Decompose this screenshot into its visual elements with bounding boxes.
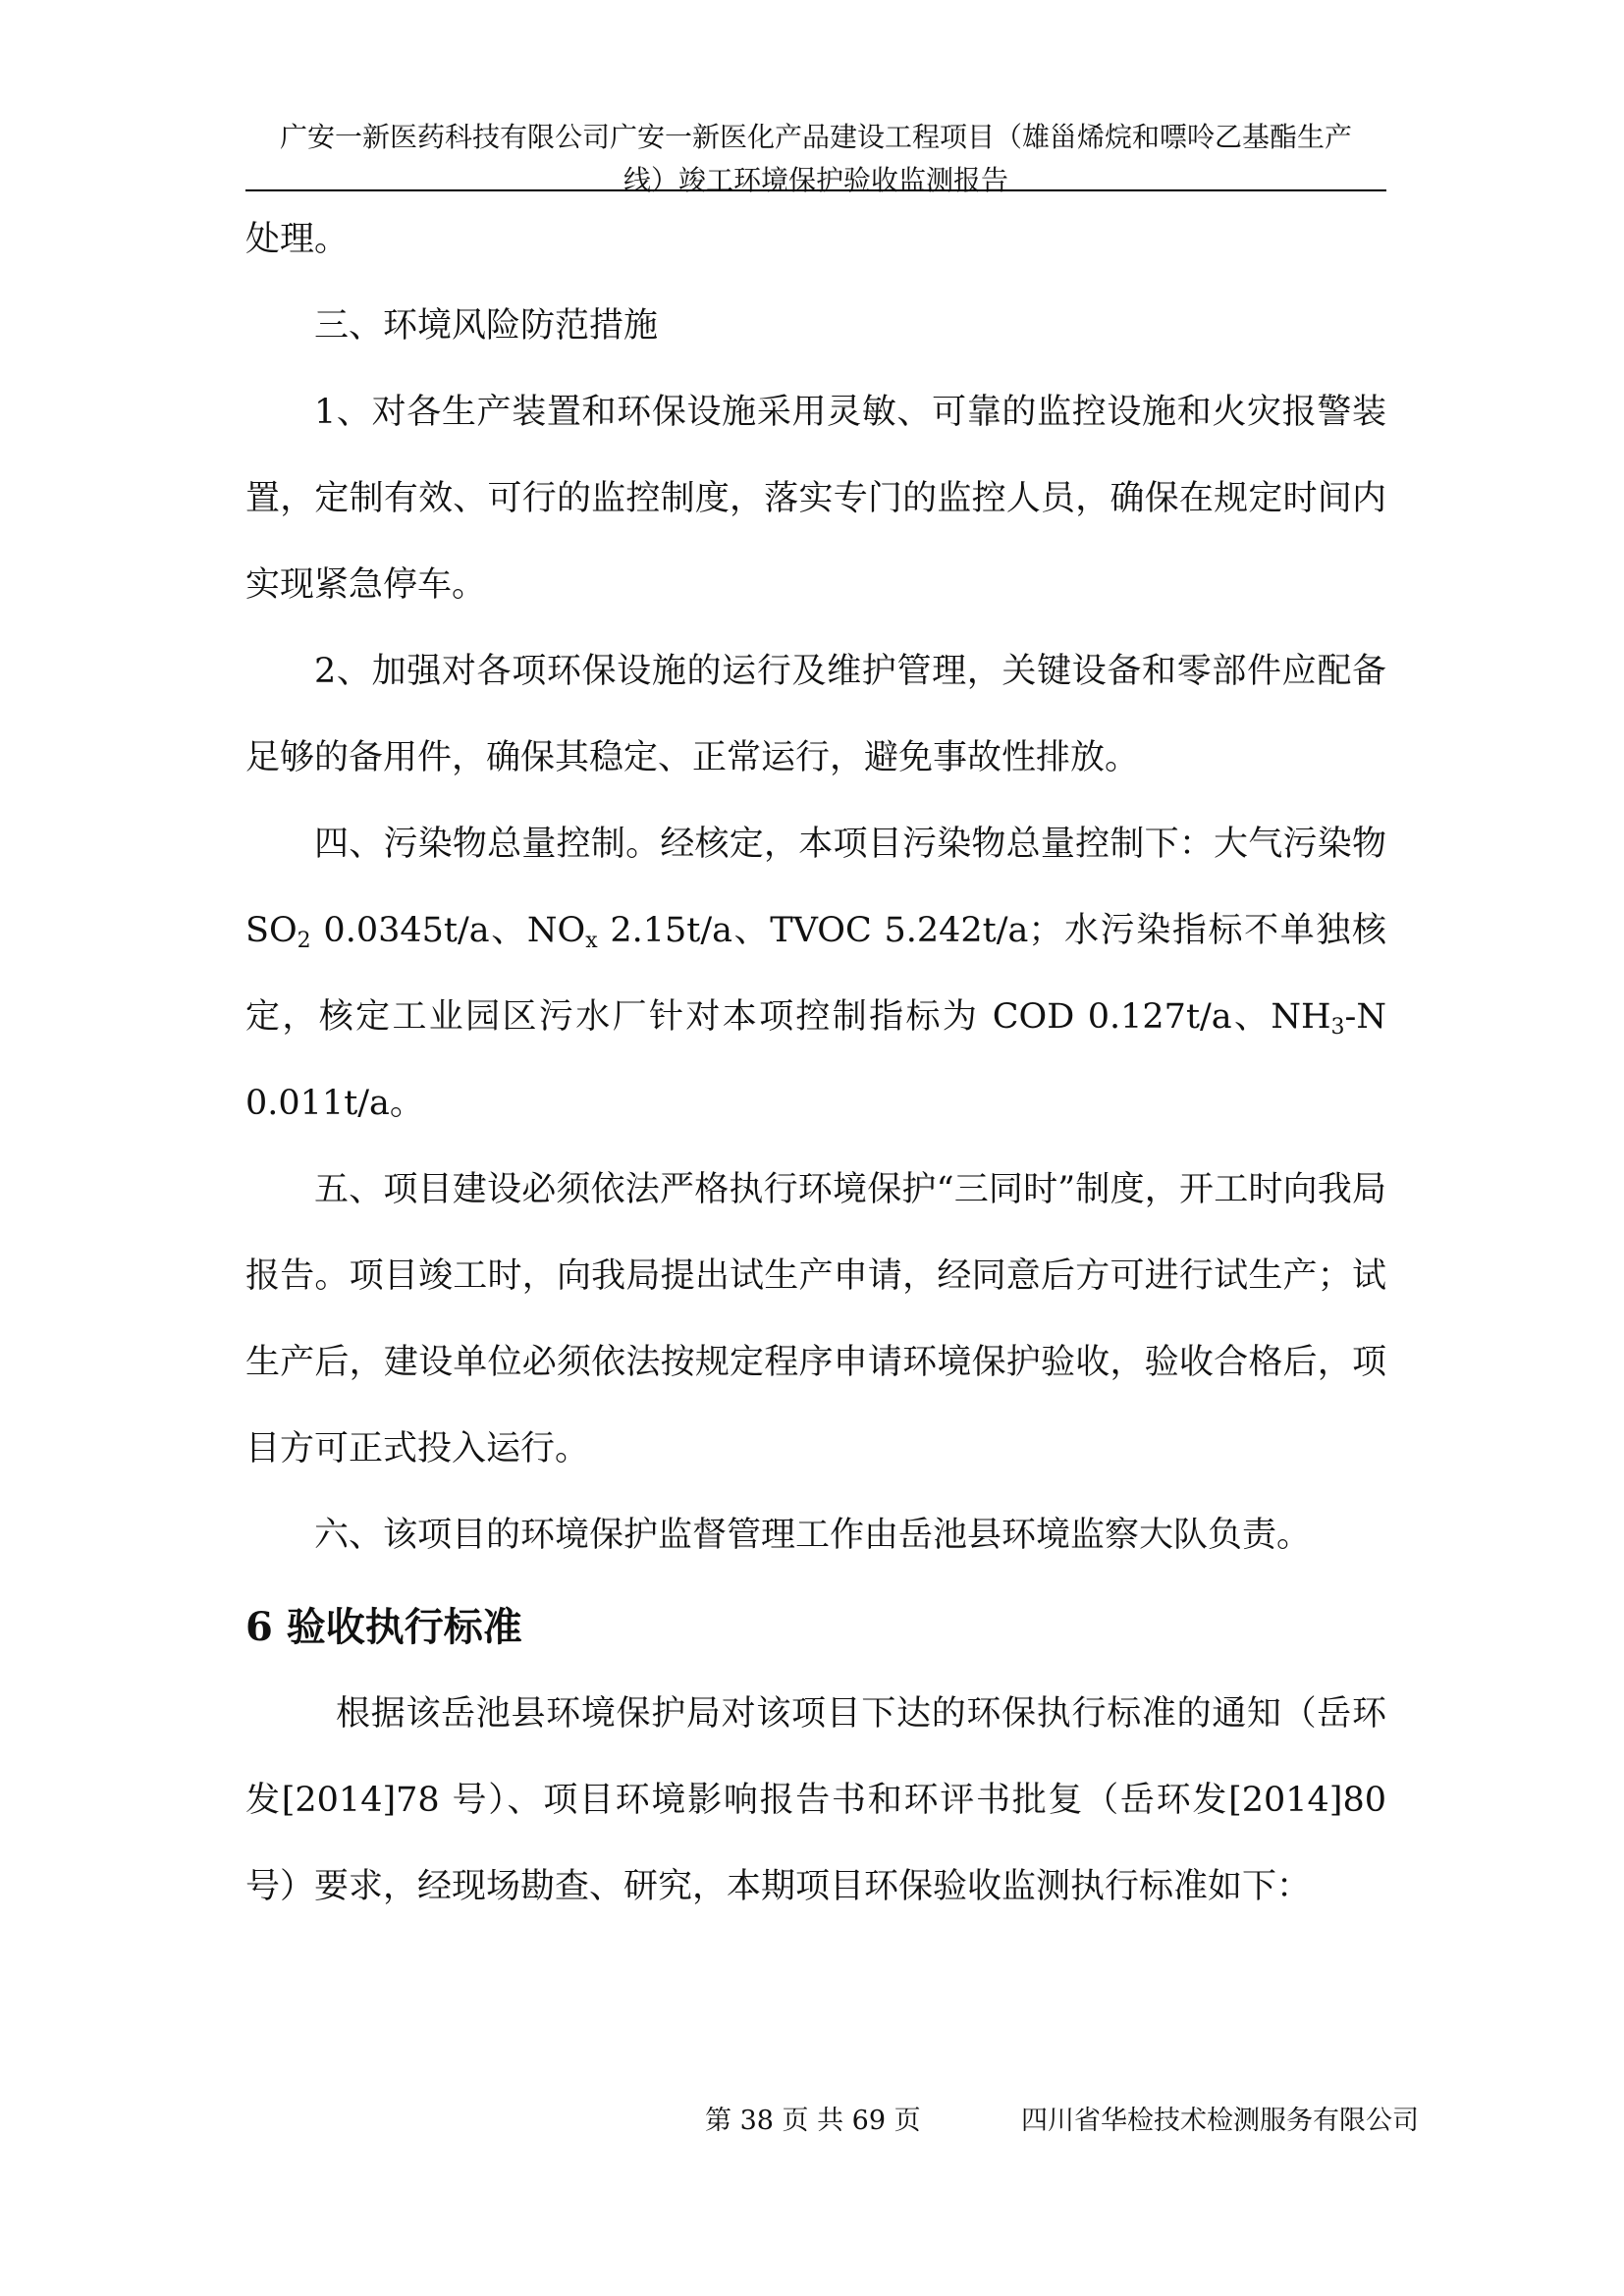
total-control-text-1: 四、污染物总量控制。经核定，本项目污染物总量控制下：大气污染物 SO: [245, 825, 1386, 950]
paragraph-total-control: [245, 801, 1386, 1147]
total-control-text-3: 2.15t/a、TVOC 5.242t/a；水污染指标不单独核定，核定工业园区污水厂针对本项控制指标为 COD 0.127t/a、NH: [245, 911, 1387, 1037]
footer-company-name: 四川省华检技术检测服务有限公司: [1021, 2106, 1419, 2136]
header-divider: [245, 189, 1386, 191]
paragraph-continuation: 处理。: [245, 220, 350, 259]
document-body: [245, 196, 1386, 1930]
so2-subscript: 2: [297, 929, 311, 953]
section-title-acceptance-standards: 6 验收执行标准: [245, 1604, 522, 1650]
total-control-text-2: 0.0345t/a、NO: [310, 911, 586, 950]
paragraph-three-simultaneous: 五、项目建设必须依法严格执行环境保护“三同时”制度，开工时向我局报告。项目竣工时，向我局提出试生产申请，经同意后方可进行试生产；试生产后，建设单位必须依法按规定程序申请环境保护验收，验收合格后，项目方可正式投入运行。: [245, 1170, 1386, 1468]
paragraph-risk-heading: 三、环境风险防范措施: [314, 306, 659, 346]
paragraph-risk-item-1: 1、对各生产装置和环保设施采用灵敏、可靠的监控设施和火灾报警装置，定制有效、可行的监控制度，落实专门的监控人员，确保在规定时间内实现紧急停车。: [245, 393, 1386, 605]
paragraph-standards-basis: 根据该岳池县环境保护局对该项目下达的环保执行标准的通知（岳环发[2014]78 号）、项目环境影响报告书和环评书批复（岳环发[2014]80 号）要求，经现场勘查、研究，本期项目环保验收监测执行标准如下：: [245, 1694, 1386, 1906]
header-title-line2: 线）竣工环境保护验收监测报告: [623, 164, 1008, 196]
paragraph-risk-item-2: 2、加强对各项环保设施的运行及维护管理，关键设备和零部件应配备足够的备用件，确保其稳定、正常运行，避免事故性排放。: [245, 652, 1386, 777]
page-number: 第 38 页 共 69 页: [705, 2106, 921, 2136]
paragraph-supervision: 六、该项目的环境保护监督管理工作由岳池县环境监察大队负责。: [314, 1516, 1312, 1555]
total-control-text-4: -N 0.011t/a。: [245, 997, 1386, 1123]
header-title-line1: 广安一新医药科技有限公司广安一新医化产品建设工程项目（雄甾烯烷和嘌呤乙基酯生产: [279, 121, 1352, 153]
nh3-subscript: 3: [1330, 1015, 1345, 1040]
nox-subscript: x: [585, 929, 598, 953]
